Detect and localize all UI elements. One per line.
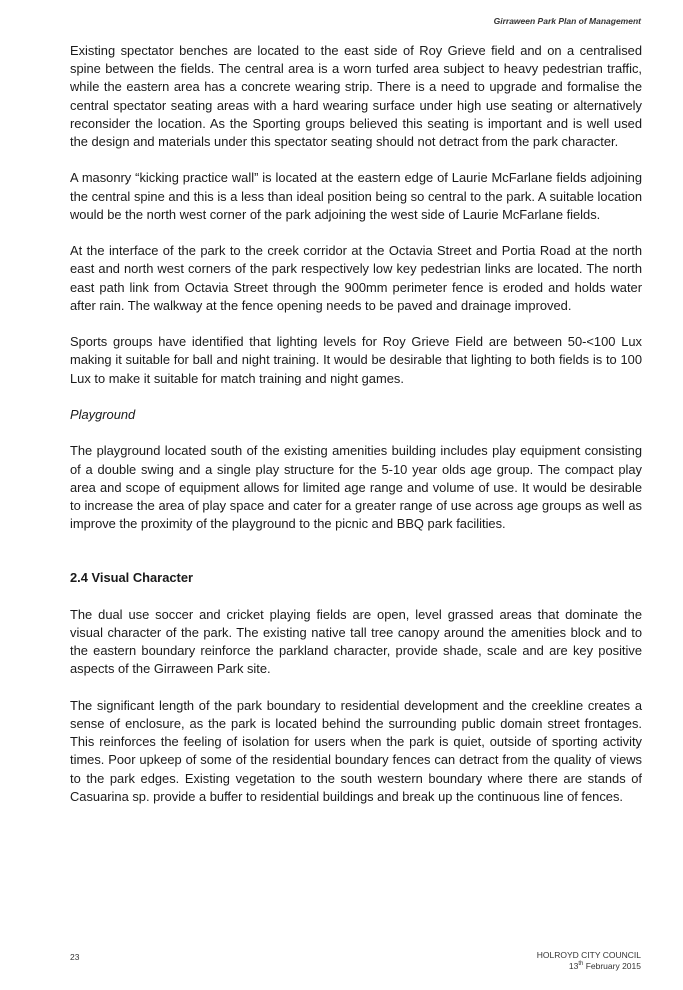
paragraph-kicking-wall: A masonry “kicking practice wall” is located at the eastern edge of Laurie McFarlane fields adjoining the central spine and this is a less than ideal position being so central to the park. A suitable location would be the north west corner of the park adjoining the west side of Laurie McFarlane fields. xyxy=(70,170,642,222)
paragraph-spectator-benches: Existing spectator benches are located to the east side of Roy Grieve field and on a centralised spine between the fields. The central area is a worn turfed area subject to heavy pedestrian traffic, while the eastern area has a concrete wearing strip. There is a need to upgrade and formalise the central spectator seating areas with a hard wearing surface under high use seating or alternatively reconsider the location. As the Sporting groups believed this seating is important and is well used the design and materials under this spectator seating should not detract from the park character. xyxy=(70,43,642,150)
section-heading-visual-character: 2.4 Visual Character xyxy=(70,570,194,586)
footer-organisation: HOLROYD CITY COUNCIL xyxy=(536,950,641,960)
running-header: Girraween Park Plan of Management xyxy=(493,16,641,26)
footer-date-day: 13 xyxy=(568,961,579,971)
document-body xyxy=(70,42,642,824)
paragraph-visual-boundary: The significant length of the park boundary to residential development and the creekline creates a sense of enclosure, as the park is located behind the surrounding public domain street frontages. This reinforces the feeling of isolation for users when the park is quiet, outside of sporting activity times. Poor upkeep of some of the residential boundary fences can detract from the quality of views to the park edges. Existing vegetation to the south western boundary where there are stands of Casuarina sp. provide a buffer to residential buildings and break up the continuous line of fences. xyxy=(70,697,642,804)
page-number: 23 xyxy=(70,952,80,962)
playground-subheading: Playground xyxy=(70,407,136,422)
footer-date-suffix: th xyxy=(578,961,584,968)
footer-date-rest: February 2015 xyxy=(583,961,641,971)
paragraph-playground: The playground located south of the existing amenities building includes play equipment consisting of a double swing and a single play structure for the 5-10 year olds age group. The compact play area and scope of equipment allows for limited age range and volume of use. It would be desirable to increase the area of play space and cater for a greater range of use across age groups as well as improve the proximity of the playground to the picnic and BBQ park facilities. xyxy=(70,443,642,532)
paragraph-lighting: Sports groups have identified that lighting levels for Roy Grieve Field are between 50-<100 Lux making it suitable for ball and night training. It would be desirable that lighting to both fields is to 100 Lux to make it suitable for match training and night games. xyxy=(70,334,642,386)
footer-date xyxy=(537,961,641,972)
footer-council xyxy=(537,950,641,972)
paragraph-visual-fields: The dual use soccer and cricket playing fields are open, level grassed areas that dominate the visual character of the park. The existing native tall tree canopy around the amenities block and to the eastern boundary reinforce the parkland character, provide shade, scale and are key positive aspects of the Girraween Park site. xyxy=(70,606,642,677)
paragraph-pedestrian-links: At the interface of the park to the creek corridor at the Octavia Street and Portia Road at the north east and north west corners of the park respectively low key pedestrian links are located. The north east path link from Octavia Street through the 900mm perimeter fence is eroded and holds water after rain. The walkway at the fence opening needs to be paved and drainage improved. xyxy=(70,243,642,313)
